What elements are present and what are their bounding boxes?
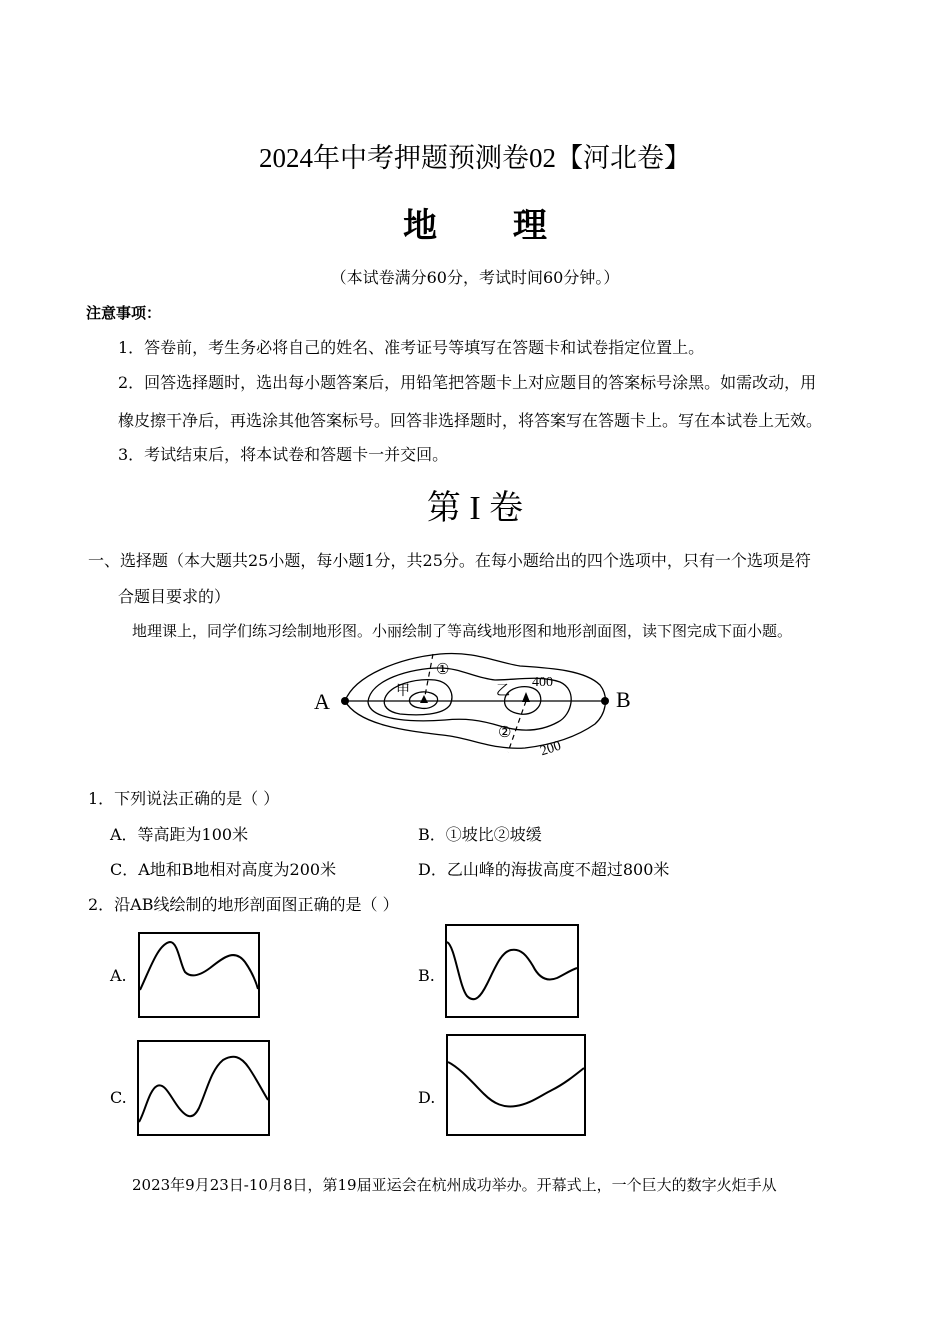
label-circle-1: ①: [436, 660, 450, 678]
label-yi: 乙: [496, 683, 510, 699]
label-jia: 甲: [396, 683, 410, 699]
profile-b-curve: [447, 926, 577, 1016]
q2-option-d-label[interactable]: D.: [418, 1088, 436, 1107]
part1-heading-cont: 合题目要求的）: [118, 587, 231, 606]
exam-title: 2024年中考押题预测卷02【河北卷】: [259, 143, 691, 173]
subject-title: 地 理: [403, 206, 579, 246]
notice-item-2: 2．回答选择题时，选出每小题答案后，用铅笔把答题卡上对应题目的答案标号涂黑。如需改动，用: [118, 373, 817, 392]
material-2: 2023年9月23日-10月8日，第19届亚运会在杭州成功举办。开幕式上，一个巨大的数字火炬手从: [132, 1176, 777, 1194]
q1-option-b[interactable]: B．①坡比②坡缓: [418, 825, 542, 844]
contour-map: [300, 640, 660, 765]
label-a: A: [314, 689, 330, 714]
profile-c-curve: [139, 1042, 268, 1134]
notice-item-3: 3．考试结束后，将本试卷和答题卡一并交回。: [118, 445, 449, 464]
q1-option-c[interactable]: C．A地和B地相对高度为200米: [110, 860, 337, 879]
label-b: B: [616, 687, 631, 712]
score-info: （本试卷满分60分，考试时间60分钟。）: [330, 268, 620, 287]
part1-heading: 一、选择题（本大题共25小题，每小题1分，共25分。在每小题给出的四个选项中，只有一个选项是符: [88, 551, 811, 570]
q2-option-b-label[interactable]: B.: [418, 966, 435, 985]
q2-option-b-profile[interactable]: [445, 924, 579, 1018]
peak-yi-marker: [522, 692, 530, 702]
label-circle-2: ②: [498, 723, 512, 741]
q2-stem: 2．沿AB线绘制的地形剖面图正确的是（ ）: [88, 895, 399, 914]
label-400: 400: [532, 675, 553, 690]
notice-item-2-cont: 橡皮擦干净后，再选涂其他答案标号。回答非选择题时，将答案写在答题卡上。写在本试卷上无效。: [118, 411, 823, 430]
material-1: 地理课上，同学们练习绘制地形图。小丽绘制了等高线地形图和地形剖面图，读下图完成下面小题。: [132, 622, 793, 640]
q1-option-a[interactable]: A．等高距为100米: [110, 825, 249, 844]
q2-option-a-profile[interactable]: [138, 932, 260, 1018]
q2-option-d-profile[interactable]: [446, 1034, 586, 1136]
q2-option-c-label[interactable]: C.: [110, 1088, 127, 1107]
notice-heading: 注意事项：: [86, 304, 162, 322]
slope-line-1: [424, 654, 433, 701]
label-200: 200: [538, 738, 564, 760]
section-title: 第 I 卷: [426, 490, 524, 527]
notice-item-1: 1．答卷前，考生务必将自己的姓名、准考证号等填写在答题卡和试卷指定位置上。: [118, 338, 705, 357]
q2-option-c-profile[interactable]: [137, 1040, 270, 1136]
q1-option-d[interactable]: D．乙山峰的海拔高度不超过800米: [418, 860, 670, 879]
profile-d-curve: [448, 1036, 584, 1134]
contour-jia-outer: [384, 680, 452, 715]
q2-option-a-label[interactable]: A.: [110, 966, 127, 985]
q1-stem: 1．下列说法正确的是（ ）: [88, 789, 280, 808]
profile-a-curve: [140, 934, 258, 1016]
